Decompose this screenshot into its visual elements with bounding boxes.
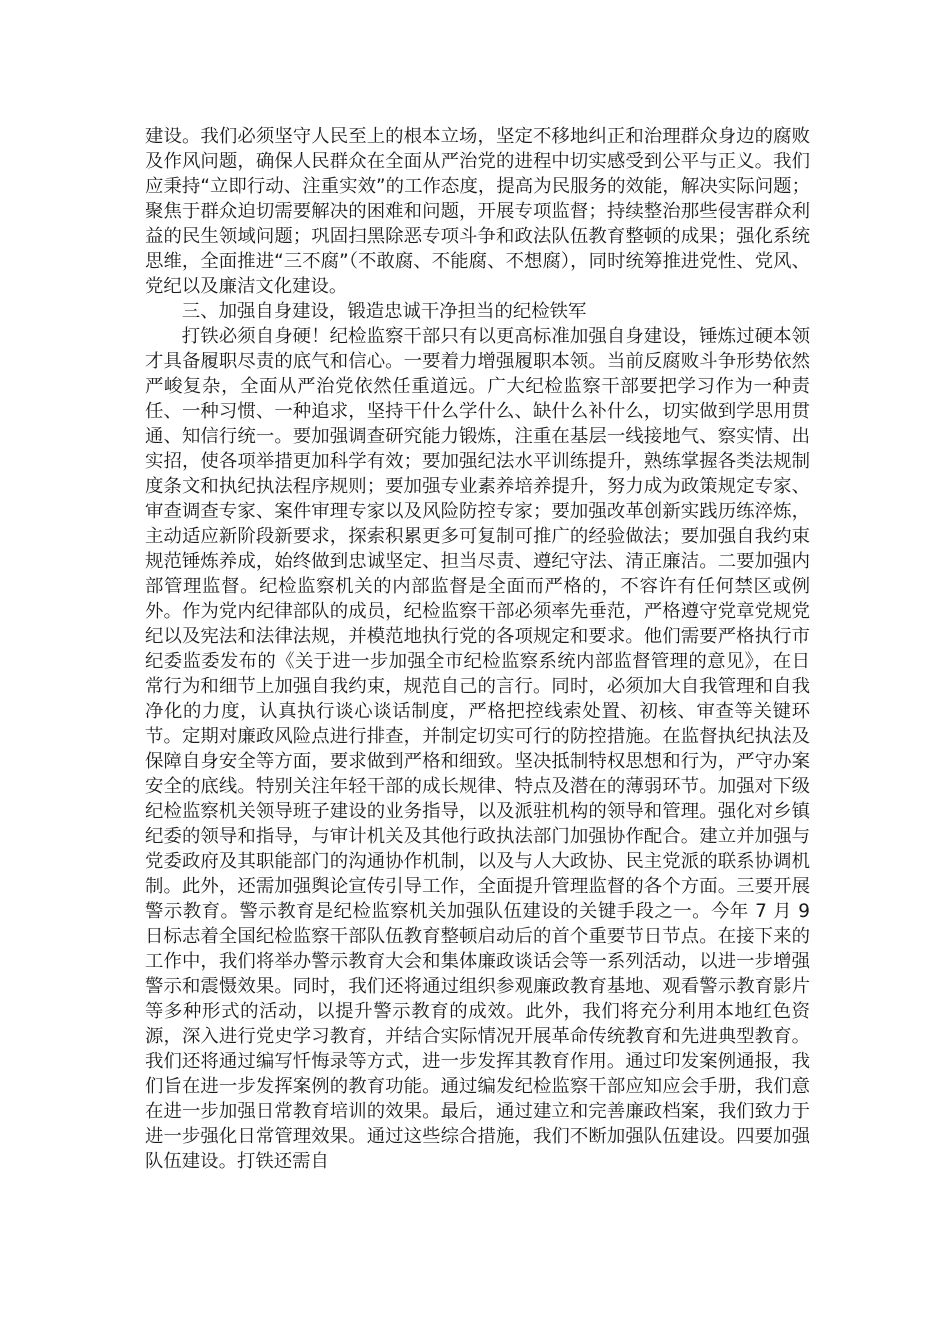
body-paragraph-continued: 建设。我们必须坚守人民至上的根本立场，坚定不移地纠正和治理群众身边的腐败及作风问题，确保人民群众在全面从严治党的进程中切实感受到公平与正义。我们应秉持“立即行动、注重实效”的工作态度，提高为民服务的效能，解决实际问题；聚焦于群众迫切需要解决的困难和问题，开展专项监督；持续整治那些侵害群众利益的民生领域问题；巩固扫黑除恶专项斗争和政法队伍教育整顿的成果；强化系统思维，全面推进“三不腐”（不敢腐、不能腐、不想腐），同时统筹推进党性、党风、党纪以及廉洁文化建设。 xyxy=(145,126,810,297)
document-page xyxy=(145,124,810,1174)
body-paragraph-section-3: 打铁必须自身硬！纪检监察干部只有以更高标准加强自身建设，锤炼过硬本领才具备履职尽责的底气和信心。一要着力增强履职本领。当前反腐败斗争形势依然严峻复杂，全面从严治党依然任重道远。广大纪检监察干部要把学习作为一种责任、一种习惯、一种追求，坚持干什么学什么、缺什么补什么，切实做到学思用贯通、知信行统一。要加强调查研究能力锻炼，注重在基层一线接地气、察实情、出实招，使各项举措更加科学有效；要加强纪法水平训练提升，熟练掌握各类法规制度条文和执纪执法程序规则；要加强专业素养培养提升，努力成为政策规定专家、审查调查专家、案件审理专家以及风险防控专家；要加强改革创新实践历练淬炼，主动适应新阶段新要求，探索积累更多可复制可推广的经验做法；要加强自我约束规范锤炼养成，始终做到忠诚坚定、担当尽责、遵纪守法、清正廉洁。二要加强内部管理监督。纪检监察机关的内部监督是全面而严格的，不容许有任何禁区或例外。作为党内纪律部队的成员，纪检监察干部必须率先垂范，严格遵守党章党规党纪以及宪法和法律法规，并模范地执行党的各项规定和要求。他们需要严格执行市纪委监委发布的《关于进一步加强全市纪检监察系统内部监督管理的意见》，在日常行为和细节上加强自我约束，规范自己的言行。同时，必须加大自我管理和自我净化的力度，认真执行谈心谈话制度，严格把控线索处置、初核、审查等关键环节。定期对廉政风险点进行排查，并制定切实可行的防控措施。在监督执纪执法及保障自身安全等方面，要求做到严格和细致。坚决抵制特权思想和行为，严守办案安全的底线。特别关注年轻干部的成长规律、特点及潜在的薄弱环节。加强对下级纪检监察机关领导班子建设的业务指导，以及派驻机构的领导和管理。强化对乡镇纪委的领导和指导，与审计机关及其他行政执法部门加强协作配合。建立并加强与党委政府及其职能部门的沟通协作机制，以及与人大政协、民主党派的联系协调机制。此外，还需加强舆论宣传引导工作，全面提升管理监督的各个方面。三要开展警示教育。警示教育是纪检监察机关加强队伍建设的关键手段之一。今年 7 月 9 日标志着全国纪检监察干部队伍教育整顿启动后的首个重要节日节点。在接下来的工作中，我们将举办警示教育大会和集体廉政谈话会等一系列活动，以进一步增强警示和震慑效果。同时，我们还将通过组织参观廉政教育基地、观看警示教育影片等多种形式的活动，以提升警示教育的成效。此外，我们将充分利用本地红色资源，深入进行党史学习教育，并结合实际情况开展革命传统教育和先进典型教育。我们还将通过编写忏悔录等方式，进一步发挥其教育作用。通过印发案例通报，我们旨在进一步发挥案例的教育功能。通过编发纪检监察干部应知应会手册，我们意在进一步加强日常教育培训的效果。最后，通过建立和完善廉政档案，我们致力于进一步强化日常管理效果。通过这些综合措施，我们不断加强队伍建设。四要加强队伍建设。打铁还需自 xyxy=(145,326,810,1172)
section-heading-3: 三、加强自身建设，锻造忠诚干净担当的纪检铁军 xyxy=(181,301,587,322)
